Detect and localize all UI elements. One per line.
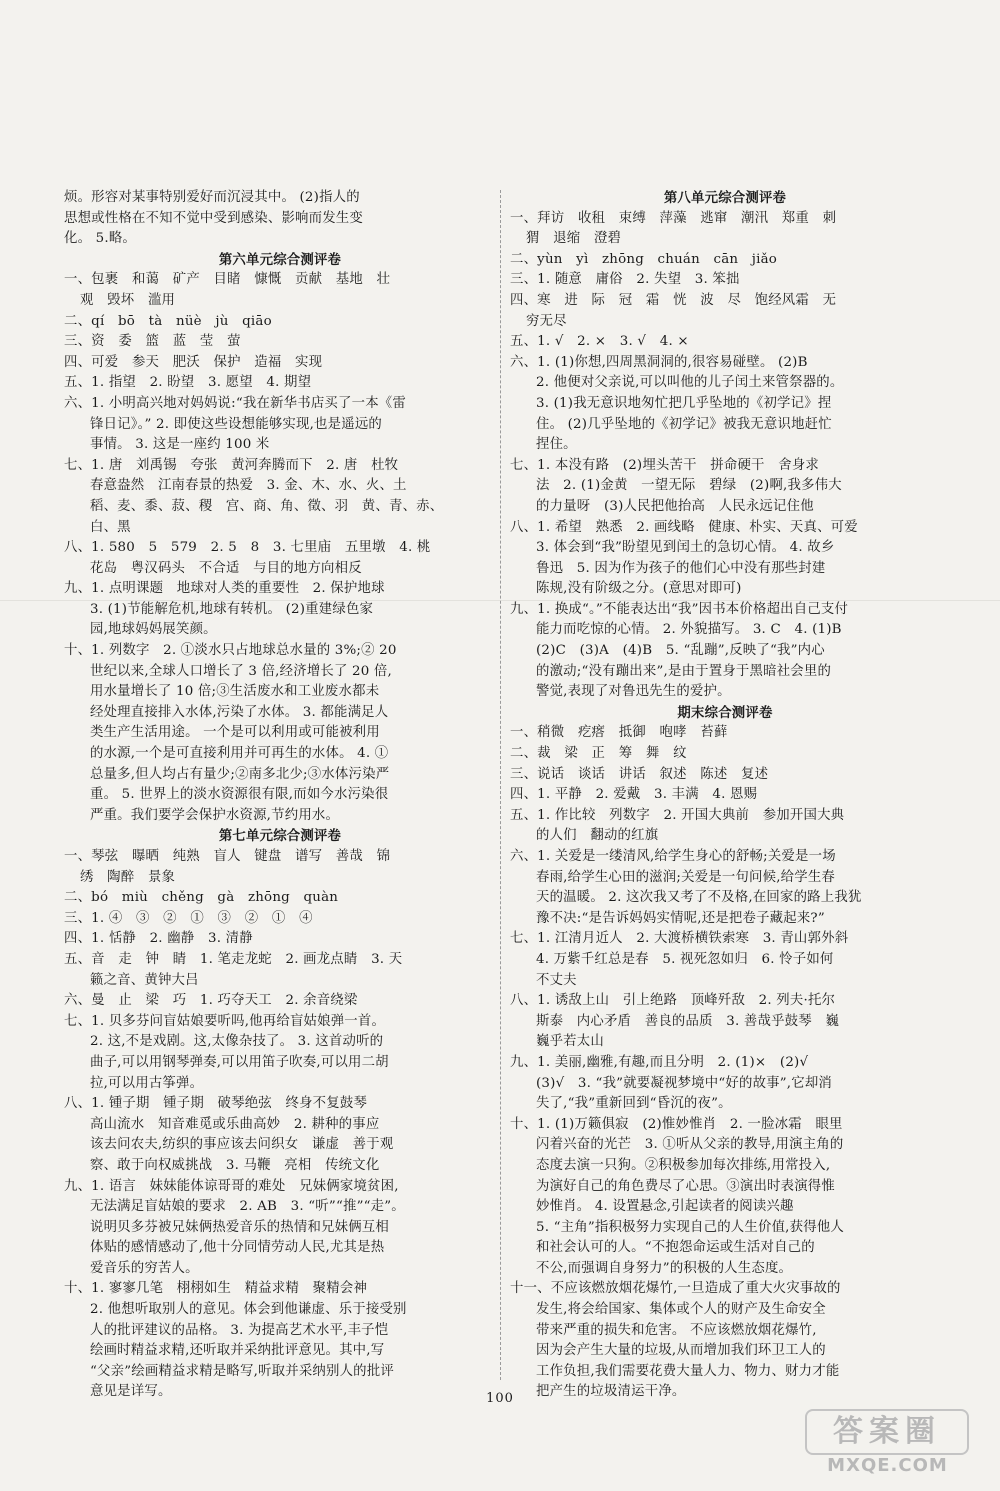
answer-line: 思想或性格在不知不觉中受到感染、影响而发生变 <box>64 210 363 226</box>
answer-line: 十、1. (1)万籁俱寂 (2)惟妙惟肖 2. 一脸冰霜 眼里 <box>510 1116 843 1132</box>
answer-line: 六、1. (1)你想,四周黑洞洞的,很容易碰壁。 (2)B <box>510 354 808 370</box>
answer-line: 经处理直接排入水体,污染了水体。 3. 都能满足人 <box>90 704 389 720</box>
answer-line: 四、可爱 参天 肥沃 保护 造福 实现 <box>64 354 323 370</box>
answer-line: 二、bó miù chěng gà zhōng quàn <box>64 890 339 906</box>
answer-line: 拉,可以用古筝弹。 <box>90 1075 204 1091</box>
answer-line: 重。 5. 世界上的淡水资源很有限,而如今水污染很 <box>90 787 389 803</box>
answer-line: 2. 他想听取别人的意见。体会到他谦虚、乐于接受别 <box>90 1302 407 1318</box>
answer-line: 六、1. 小明高兴地对妈妈说:“我在新华书店买了一本《雷 <box>64 395 406 411</box>
section-heading: 期末综合测评卷 <box>677 704 773 721</box>
watermark-url: MXQE.COM <box>827 1455 948 1476</box>
answer-line: 体贴的感情感动了,他十分同情劳动人民,尤其是热 <box>90 1240 385 1256</box>
answer-line: 严重。我们要学会保护水资源,节约用水。 <box>90 807 340 823</box>
answer-line: 四、1. 平静 2. 爱戴 3. 丰满 4. 恩赐 <box>510 787 758 803</box>
answer-line: 三、资 委 篮 蓝 莹 萤 <box>64 334 241 350</box>
answer-line: “父亲”绘画精益求精是略写,听取并采纳别人的批评 <box>90 1363 394 1379</box>
answer-line: 三、说话 谈话 讲话 叙述 陈述 复述 <box>510 766 769 782</box>
answer-line: 高山流水 知音难觅或乐曲高妙 2. 耕种的事应 <box>90 1116 380 1132</box>
answer-line: 花岛 粤汉码头 不合适 与目的地方向相反 <box>90 560 362 576</box>
answer-line: 斯泰 内心矛盾 善良的品质 3. 善哉乎鼓琴 巍 <box>536 1013 840 1029</box>
answer-line: 烦。形容对某事特别爱好而沉浸其中。 (2)指人的 <box>64 190 360 205</box>
answer-line: 七、1. 唐 刘禹锡 夸张 黄河奔腾而下 2. 唐 杜牧 <box>64 457 399 473</box>
answer-line: 闪着兴奋的光芒 3. ①听从父亲的教导,用演主角的 <box>536 1137 844 1153</box>
answer-line: 的人们 翻动的红旗 <box>536 828 659 844</box>
answer-line: 世纪以来,全球人口增长了 3 倍,经济增长了 20 倍, <box>90 663 392 679</box>
answer-line: 爱音乐的穷苦人。 <box>90 1260 199 1276</box>
answer-line: 意见是详写。 <box>90 1384 172 1400</box>
answer-line: 无法满足盲姑娘的要求 2. AB 3. “听”“推”“走”。 <box>90 1199 405 1215</box>
answer-line: 捏住。 <box>536 437 577 453</box>
answer-line: 八、1. 580 5 579 2. 5 8 3. 七里庙 五里墩 4. 桃 <box>64 540 431 556</box>
answer-line: 态度去演一只狗。②积极参加每次排练,用常投入, <box>536 1157 831 1173</box>
answer-line: 事情。 3. 这是一座约 100 米 <box>90 437 270 453</box>
answer-line: 陈规,没有阶级之分。(意思对即可) <box>536 581 742 597</box>
answer-line: 工作负担,我们需要花费大量人力、物力、财力才能 <box>536 1363 840 1379</box>
answer-line: 七、1. 贝多芬问盲姑娘要听吗,他再给盲姑娘弹一首。 <box>64 1013 386 1029</box>
answer-line: 观 毁坏 滥用 <box>80 292 176 308</box>
answer-line: 2. 他便对父亲说,可以叫他的儿子闰土来管祭器的。 <box>536 375 844 391</box>
answer-line: 二、qí bō tà nüè jù qiāo <box>64 313 272 329</box>
answer-line: 3. (1)我无意识地匆忙把几乎坠地的《初学记》捏 <box>536 395 832 411</box>
answer-line: 稻、麦、黍、菽、稷 宫、商、角、徵、羽 黄、青、赤、 <box>90 498 444 514</box>
answer-line: 人的批评建议的品格。 3. 为提高艺术水平,丰子恺 <box>90 1322 389 1338</box>
answer-line: 九、1. 换成“。”不能表达出“我”因书本价格超出自己支付 <box>510 601 849 617</box>
answer-line: 法 2. (1)金黄 一望无际 碧绿 (2)啊,我多伟大 <box>536 478 842 494</box>
answer-line: 说明贝多芬被兄妹俩热爱音乐的热情和兄妹俩互相 <box>90 1219 389 1235</box>
answer-line: 八、1. 诱敌上山 引上绝路 顶峰歼敌 2. 列夫·托尔 <box>510 993 836 1009</box>
answer-line: 警觉,表现了对鲁迅先生的爱护。 <box>536 684 731 700</box>
answer-line: 七、1. 本没有路 (2)埋头苦干 拼命硬干 舍身求 <box>510 457 820 473</box>
answer-line: (3)√ 3. “我”就要凝视梦境中“好的故事”,它却消 <box>536 1075 833 1091</box>
right-column <box>510 188 940 1403</box>
section-heading: 第六单元综合测评卷 <box>218 251 342 268</box>
answer-line: 鲁迅 5. 因为作为孩子的他们心中没有那些封建 <box>536 560 826 576</box>
answer-line: 白、黑 <box>90 519 131 535</box>
answer-line: 九、1. 美丽,幽雅,有趣,而且分明 2. (1)× (2)√ <box>510 1054 809 1070</box>
answer-line: 八、1. 希望 熟悉 2. 画线略 健康、朴实、天真、可爱 <box>510 519 858 535</box>
answer-line: 春意盎然 江南春景的热爱 3. 金、木、水、火、土 <box>90 478 407 494</box>
answer-line: 春雨,给学生心田的滋润;关爱是一句问候,给学生春 <box>536 869 836 885</box>
answer-line: 总量多,但人均占有量少;②南多北少;③水体污染严 <box>90 766 390 782</box>
answer-line: 曲子,可以用钢琴弹奏,可以用笛子吹奏,可以用二胡 <box>90 1054 389 1070</box>
answer-line: 十、1. 寥寥几笔 栩栩如生 精益求精 聚精会神 <box>64 1281 368 1297</box>
answer-line: 猬 退缩 澄碧 <box>526 231 622 247</box>
answer-line: 籁之音、黄钟大吕 <box>90 972 199 988</box>
answer-line: 二、yùn yì zhōng chuán cān jiǎo <box>510 251 778 267</box>
answer-line: 四、寒 进 际 冠 霜 恍 波 尽 饱经风霜 无 <box>510 292 837 308</box>
answer-line: 把产生的垃圾清运干净。 <box>536 1384 686 1400</box>
answer-line: 锋日记》。” 2. 即使这些设想能够实现,也是遥远的 <box>90 416 383 432</box>
answer-line: 一、拜访 收租 束缚 萍藻 逃窜 潮汛 郑重 刺 <box>510 210 837 226</box>
answer-line: 察、敢于向权威挑战 3. 马鞭 亮相 传统文化 <box>90 1157 380 1173</box>
answer-line: 4. 万紫千红总是春 5. 视死忽如归 6. 怜子如何 <box>536 951 834 967</box>
answer-line: 的力量呀 (3)人民把他抬高 人民永远记住他 <box>536 498 814 514</box>
answer-line: 四、1. 恬静 2. 幽静 3. 清静 <box>64 931 253 947</box>
answer-line: 豫不决:“是告诉妈妈实情呢,还是把卷子藏起来?” <box>536 910 825 926</box>
watermark-title: 答案圈 <box>805 1409 969 1455</box>
answer-line: 不公,而强调自身努力”的积极的人生态度。 <box>536 1260 793 1276</box>
answer-line: 用水量增长了 10 倍;③生活废水和工业废水都未 <box>90 684 380 700</box>
section-heading: 第八单元综合测评卷 <box>663 190 787 206</box>
answer-line: 五、1. 作比较 列数字 2. 开国大典前 参加开国大典 <box>510 807 845 823</box>
answer-line: 2. 这,不是戏剧。这,太像杂技了。 3. 这首动听的 <box>90 1034 384 1050</box>
column-divider <box>500 190 501 1380</box>
answer-line: 五、音 走 钟 睛 1. 笔走龙蛇 2. 画龙点睛 3. 天 <box>64 951 403 967</box>
answer-line: 十、1. 列数字 2. ①淡水只占地球总水量的 3%;② 20 <box>64 643 397 659</box>
answer-line: 六、1. 关爱是一缕清风,给学生身心的舒畅;关爱是一场 <box>510 849 836 864</box>
answer-line: 七、1. 江清月近人 2. 大渡桥横铁索寒 3. 青山郭外斜 <box>510 931 849 947</box>
answer-line: 一、稍微 疙瘩 抵御 咆哮 苔藓 <box>510 725 728 741</box>
answer-line: 妙惟肖。 4. 设置悬念,引起读者的阅读兴趣 <box>536 1199 794 1215</box>
answer-line: 类生产生活用途。 一个是可以利用或可能被利用 <box>90 725 380 741</box>
answer-line: 不丈夫 <box>536 972 577 988</box>
answer-line: 九、1. 点明课题 地球对人类的重要性 2. 保护地球 <box>64 581 385 597</box>
answer-line: 发生,将会给国家、集体或个人的财产及生命安全 <box>536 1302 826 1318</box>
answer-line: 穷无尽 <box>526 313 567 329</box>
answer-line: 3. 体会到“我”盼望见到闰土的急切心情。 4. 故乡 <box>536 540 835 556</box>
answer-line: 八、1. 锺子期 锺子期 破琴绝弦 终身不复鼓琴 <box>64 1096 368 1112</box>
answer-line: 巍乎若太山 <box>536 1034 604 1050</box>
answer-line: 的激动;“没有蹦出来”,是由于置身于黑暗社会里的 <box>536 663 832 679</box>
answer-line: 住。 (2)几乎坠地的《初学记》被我无意识地赶忙 <box>536 416 832 432</box>
answer-line: 五、1. √ 2. × 3. √ 4. × <box>510 334 689 350</box>
answer-line: 失了,“我”重新回到“昏沉的夜”。 <box>536 1096 732 1112</box>
answer-line: 一、琴弦 曝晒 纯熟 盲人 键盘 谱写 善哉 锦 <box>64 849 391 864</box>
answer-line: 三、1. 随意 庸俗 2. 失望 3. 笨拙 <box>510 272 740 288</box>
section-heading: 第七单元综合测评卷 <box>218 828 342 845</box>
answer-line: 绘画时精益求精,还听取并采纳批评意见。其中,写 <box>90 1343 385 1359</box>
answer-line: 六、曼 止 梁 巧 1. 巧夺天工 2. 余音绕梁 <box>64 993 358 1009</box>
answer-line: 化。 5.略。 <box>64 231 136 247</box>
left-column <box>64 188 496 1403</box>
answer-line: 五、1. 指望 2. 盼望 3. 愿望 4. 期望 <box>64 375 312 391</box>
answer-line: 绣 陶醉 景象 <box>80 869 176 885</box>
answer-line: 园,地球妈妈展笑颜。 <box>90 622 217 638</box>
watermark-logo <box>805 1407 970 1479</box>
answer-line: 能力而吃惊的心情。 2. 外貌描写。 3. C 4. (1)B <box>536 622 842 638</box>
page-number: 100 <box>486 1391 514 1406</box>
answer-line: 带来严重的损失和危害。 不应该燃放烟花爆竹, <box>536 1322 817 1338</box>
answer-line: 三、1. ④ ③ ② ① ③ ② ① ④ <box>64 910 313 926</box>
answer-line: 二、裁 梁 正 筹 舞 纹 <box>510 746 687 762</box>
answer-line: 十一、不应该燃放烟花爆竹,一旦造成了重大火灾事故的 <box>510 1281 841 1297</box>
answer-line: 5. “主角”指积极努力实现自己的人生价值,获得他人 <box>536 1219 844 1235</box>
answer-line: 因为会产生大量的垃圾,从而增加我们环卫工人的 <box>536 1343 826 1359</box>
answer-line: 的水源,一个是可直接利用并可再生的水体。 4. ① <box>90 746 389 762</box>
answer-line: 和社会认可的人。“不抱怨命运或生活对自己的 <box>536 1240 815 1256</box>
answer-line: 为演好自己的角色费尽了心思。③演出时表演得惟 <box>536 1178 835 1194</box>
answer-line: 九、1. 语言 妹妹能体谅哥哥的难处 兄妹俩家境贫困, <box>64 1178 399 1194</box>
answer-line: 该去问农夫,纺织的事应该去问织女 谦虚 善于观 <box>90 1137 394 1153</box>
answer-line: 一、包裹 和蔼 矿产 目睹 慷慨 贡献 基地 壮 <box>64 272 391 288</box>
answer-line: 3. (1)节能解危机,地球有转机。 (2)重建绿色家 <box>90 601 374 617</box>
answer-line: (2)C (3)A (4)B 5. “乱蹦”,反映了“我”内心 <box>536 643 825 659</box>
answer-line: 天的温暖。 2. 这次我又考了不及格,在回家的路上我犹 <box>536 890 862 906</box>
